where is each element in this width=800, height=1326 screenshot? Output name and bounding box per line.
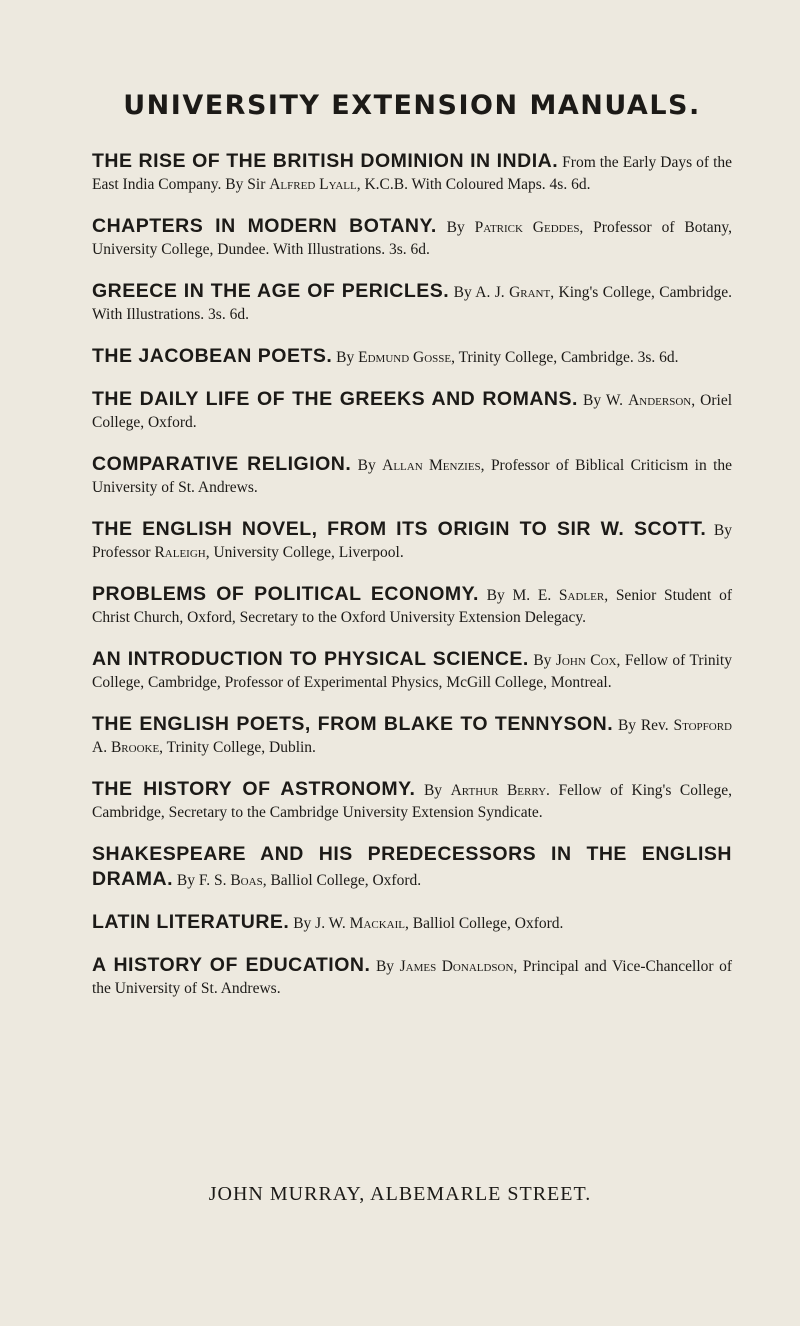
book-details: Fellow of King's College, Cambridge, Secretary to the Cambridge University Extension Syndicate. [92, 782, 733, 821]
author-prefix: From the Early Days of the East India Company. By Sir [92, 154, 733, 193]
book-details: Trinity College, Dublin. [166, 739, 316, 756]
book-details: University College, Liverpool. [213, 544, 404, 561]
list-item [92, 214, 732, 261]
list-item [92, 149, 732, 196]
author-prefix: By A. J. [453, 284, 505, 301]
author-name: James Donaldson, [399, 958, 518, 975]
book-details: Balliol College, Oxford. [270, 872, 422, 889]
page-title: UNIVERSITY EXTENSION MANUALS. [123, 90, 701, 121]
book-title: CHAPTERS IN MODERN BOTANY. [92, 215, 437, 237]
author-prefix: By Professor [92, 522, 733, 561]
book-title: COMPARATIVE RELIGION. [92, 453, 352, 475]
book-title: THE JACOBEAN POETS. [92, 345, 333, 367]
book-details: Principal and Vice-Chancellor of the University of St. Andrews. [92, 958, 733, 997]
book-title: A HISTORY OF EDUCATION. [92, 954, 371, 976]
list-item [92, 777, 732, 824]
list-item [92, 344, 732, 369]
author-prefix: By [533, 652, 552, 669]
book-title: THE ENGLISH POETS, FROM BLAKE TO TENNYSON. [92, 713, 614, 735]
author-name: Boas, [230, 872, 267, 889]
author-prefix: By [446, 219, 465, 236]
author-prefix: By [336, 349, 355, 366]
list-item [92, 647, 732, 694]
list-item [92, 279, 732, 326]
author-prefix: By [357, 457, 376, 474]
author-name: Raleigh, [154, 544, 210, 561]
author-name: Allan Menzies, [382, 457, 485, 474]
author-prefix: By Rev. [617, 717, 669, 734]
list-item [92, 387, 732, 434]
book-title: THE RISE OF THE BRITISH DOMINION IN INDIA. [92, 150, 559, 172]
book-title: SHAKESPEARE AND HIS PREDECESSORS IN THE ENGLISH DRAMA. [92, 843, 732, 890]
book-title: LATIN LITERATURE. [92, 911, 290, 933]
book-details: Oriel College, Oxford. [92, 392, 733, 431]
author-prefix: By W. [583, 392, 623, 409]
entry-list [92, 149, 732, 1000]
book-details: Professor of Biblical Criticism in the University of St. Andrews. [92, 457, 733, 496]
list-item [92, 517, 732, 564]
book-details: Fellow of Trinity College, Cambridge, Professor of Experimental Physics, McGill College, Montreal. [92, 652, 732, 691]
book-title: PROBLEMS OF POLITICAL ECONOMY. [92, 583, 479, 605]
list-item [92, 842, 732, 892]
author-name: Anderson, [628, 392, 696, 409]
book-details: King's College, Cambridge. With Illustrations. 3s. 6d. [92, 284, 733, 323]
book-title: GREECE IN THE AGE OF PERICLES. [92, 280, 450, 302]
book-details: Professor of Botany, University College, Dundee. With Illustrations. 3s. 6d. [92, 219, 732, 258]
author-name: John Cox, [555, 652, 621, 669]
book-title: THE DAILY LIFE OF THE GREEKS AND ROMANS. [92, 388, 578, 410]
book-details: K.C.B. With Coloured Maps. 4s. 6d. [364, 176, 591, 193]
list-item [92, 582, 732, 629]
author-name: Mackail, [349, 915, 409, 932]
author-prefix: By M. E. [486, 587, 552, 604]
author-name: Grant, [509, 284, 555, 301]
author-name: Edmund Gosse, [358, 349, 456, 366]
book-details: Senior Student of Christ Church, Oxford, Secretary to the Oxford University Extension Delegacy. [92, 587, 732, 626]
author-name: Patrick Geddes, [474, 219, 584, 236]
list-item [92, 910, 732, 935]
list-item [92, 452, 732, 499]
author-name: Stopford A. Brooke, [92, 717, 732, 756]
author-name: Sadler, [558, 587, 609, 604]
book-details: Balliol College, Oxford. [412, 915, 564, 932]
author-prefix: By J. W. [293, 915, 346, 932]
author-name: Arthur Berry. [450, 782, 550, 799]
list-item [92, 712, 732, 759]
author-prefix: By [423, 782, 443, 799]
catalogue-page [92, 90, 732, 1018]
book-title: THE ENGLISH NOVEL, FROM ITS ORIGIN TO SIR W. SCOTT. [92, 518, 707, 540]
author-prefix: By F. S. [176, 872, 227, 889]
author-prefix: By [375, 958, 395, 975]
publisher-imprint: JOHN MURRAY, ALBEMARLE STREET. [208, 1183, 592, 1205]
author-name: Alfred Lyall, [269, 176, 361, 193]
book-title: AN INTRODUCTION TO PHYSICAL SCIENCE. [92, 648, 529, 670]
list-item [92, 953, 732, 1000]
book-title: THE HISTORY OF ASTRONOMY. [92, 778, 416, 800]
book-details: Trinity College, Cambridge. 3s. 6d. [458, 349, 679, 366]
